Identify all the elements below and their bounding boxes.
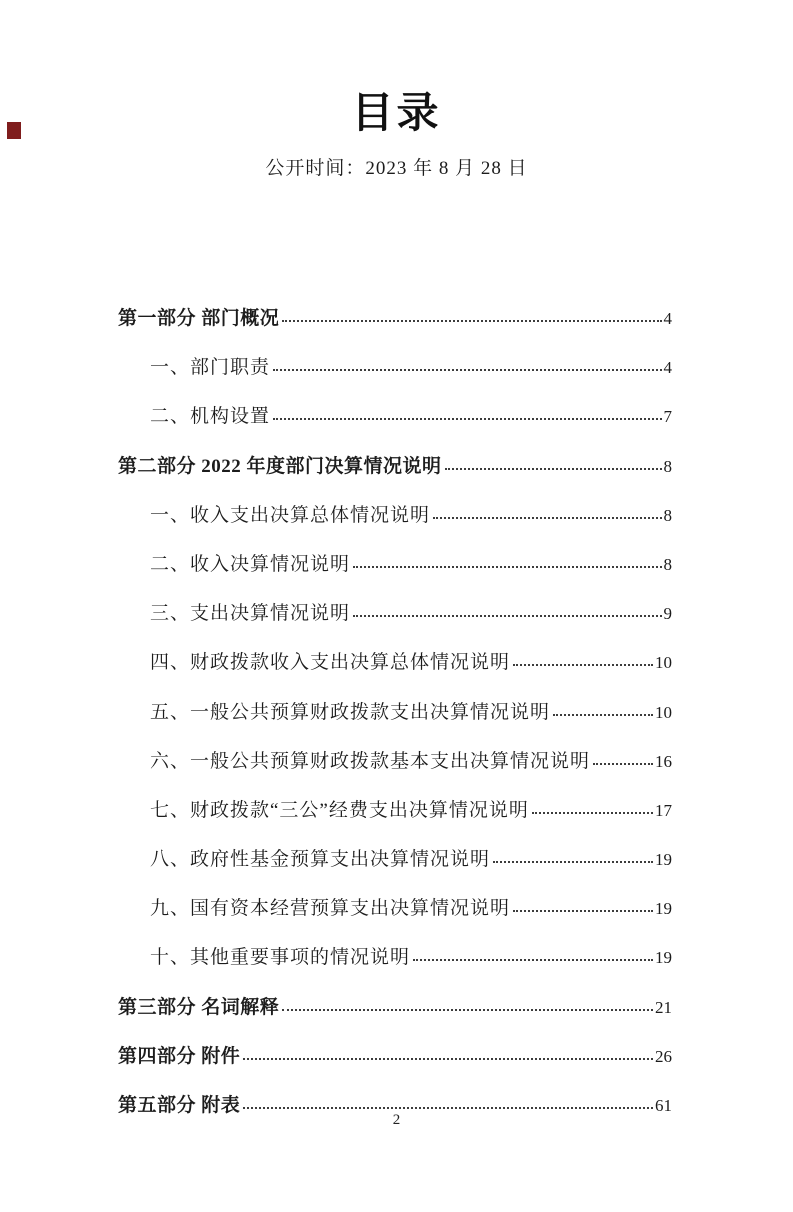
toc-entry bbox=[118, 598, 672, 625]
toc-entry-label: 第一部分 部门概况 bbox=[118, 308, 280, 329]
toc-page-number: 7 bbox=[663, 407, 672, 427]
toc-entry-label: 七、财政拨款“三公”经费支出决算情况说明 bbox=[150, 799, 529, 821]
dot-leader bbox=[273, 418, 661, 420]
toc-page-number: 26 bbox=[655, 1046, 672, 1066]
toc-page-number: 8 bbox=[663, 505, 672, 525]
toc-entry-label: 三、支出决算情况说明 bbox=[150, 603, 351, 625]
toc-page-number: 21 bbox=[655, 997, 672, 1017]
dot-leader bbox=[493, 861, 653, 863]
dot-leader bbox=[445, 468, 662, 470]
toc-page-number: 19 bbox=[655, 948, 672, 968]
toc-entry bbox=[118, 1090, 672, 1116]
toc-page-number: 19 bbox=[655, 899, 672, 919]
toc-entry bbox=[118, 697, 672, 723]
corner-marker bbox=[7, 122, 21, 139]
toc-entry-label: 十、其他重要事项的情况说明 bbox=[150, 947, 411, 969]
toc-entry-label: 六、一般公共预算财政拨款基本支出决算情况说明 bbox=[150, 750, 591, 772]
toc-entry-label: 九、国有资本经营预算支出决算情况说明 bbox=[150, 898, 511, 920]
toc-entry-label: 四、财政拨款收入支出决算总体情况说明 bbox=[150, 652, 511, 674]
toc-page-number: 9 bbox=[663, 604, 672, 624]
dot-leader bbox=[243, 1107, 653, 1109]
toc-entry-label: 一、部门职责 bbox=[150, 357, 271, 379]
toc-entry bbox=[118, 893, 672, 920]
document-page bbox=[0, 90, 793, 1212]
dot-leader bbox=[513, 910, 653, 912]
toc-page-number: 4 bbox=[663, 358, 672, 378]
toc-page-number: 61 bbox=[655, 1096, 672, 1115]
toc-entry-label: 第二部分 2022 年度部门决算情况说明 bbox=[118, 455, 442, 477]
toc-entry bbox=[118, 942, 672, 969]
toc-entry-label: 二、机构设置 bbox=[150, 406, 271, 428]
toc-page-number: 8 bbox=[663, 456, 672, 476]
toc-entry bbox=[118, 746, 672, 772]
toc-page-number: 10 bbox=[655, 653, 672, 673]
toc-page-number: 17 bbox=[655, 800, 672, 820]
toc-entry-label: 五、一般公共预算财政拨款支出决算情况说明 bbox=[150, 701, 551, 723]
toc-page-number: 8 bbox=[663, 554, 672, 574]
toc-entry-label: 一、收入支出决算总体情况说明 bbox=[150, 504, 431, 526]
toc-entry bbox=[118, 352, 672, 379]
dot-leader bbox=[353, 566, 661, 568]
toc-entry bbox=[118, 451, 672, 477]
footer-page-number: 2 bbox=[392, 1112, 401, 1128]
toc-entry-label: 第五部分 附表 bbox=[118, 1095, 241, 1116]
toc-entry bbox=[118, 549, 672, 575]
dot-leader bbox=[433, 517, 661, 519]
toc-entry-label: 二、收入决算情况说明 bbox=[150, 553, 351, 575]
toc-entry-label: 第三部分 名词解释 bbox=[118, 996, 280, 1018]
table-of-contents bbox=[118, 303, 672, 1116]
toc-entry bbox=[118, 303, 672, 329]
toc-entry-label: 八、政府性基金预算支出决算情况说明 bbox=[150, 849, 491, 871]
toc-entry bbox=[118, 401, 672, 428]
toc-entry bbox=[118, 992, 672, 1018]
dot-leader bbox=[243, 1058, 653, 1060]
toc-entry bbox=[118, 647, 672, 674]
toc-page-number: 10 bbox=[655, 702, 672, 722]
dot-leader bbox=[282, 1009, 653, 1011]
toc-entry bbox=[118, 795, 672, 821]
toc-page-number: 19 bbox=[655, 850, 672, 870]
toc-page-number: 4 bbox=[663, 309, 672, 328]
page-title: 目录 bbox=[351, 89, 442, 136]
publish-date: 公开时间：2023 年 8 月 28 日 bbox=[265, 158, 528, 179]
toc-entry-label: 第四部分 附件 bbox=[118, 1045, 241, 1067]
dot-leader bbox=[593, 763, 653, 765]
dot-leader bbox=[532, 812, 653, 814]
dot-leader bbox=[513, 664, 653, 666]
toc-entry bbox=[118, 844, 672, 871]
dot-leader bbox=[282, 320, 661, 322]
dot-leader bbox=[353, 615, 661, 617]
dot-leader bbox=[273, 369, 661, 371]
dot-leader bbox=[553, 714, 653, 716]
toc-page-number: 16 bbox=[655, 751, 672, 771]
toc-entry bbox=[118, 500, 672, 526]
toc-entry bbox=[118, 1041, 672, 1067]
dot-leader bbox=[413, 959, 653, 961]
